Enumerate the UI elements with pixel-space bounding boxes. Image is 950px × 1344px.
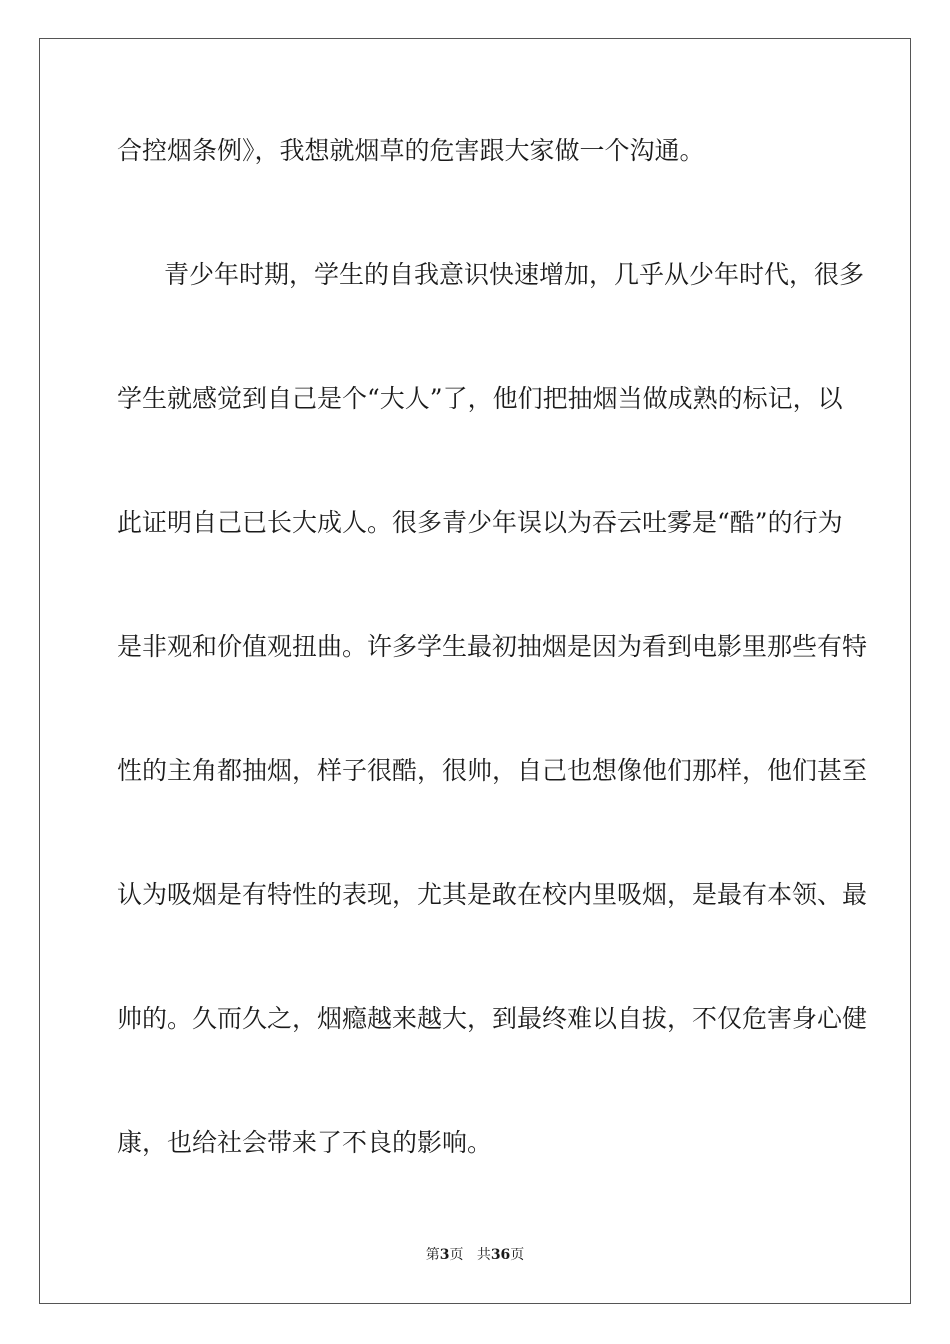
footer-total-prefix: 共 <box>476 1247 491 1263</box>
text-line-2: 青少年时期，学生的自我意识快速增加，几乎从少年时代，很多 <box>164 260 865 289</box>
text-line-5: 是非观和价值观扭曲。许多学生最初抽烟是因为看到电影里那些有特 <box>117 632 868 661</box>
footer-page-suffix: 页 <box>449 1247 464 1263</box>
text-line-1: 合控烟条例》，我想就烟草的危害跟大家做一个沟通。 <box>117 136 705 165</box>
page-border <box>39 38 911 1304</box>
footer-page-prefix: 第 <box>425 1247 440 1263</box>
text-line-6: 性的主角都抽烟，样子很酷，很帅，自己也想像他们那样，他们甚至 <box>117 756 868 785</box>
footer-page-number: 3 <box>439 1247 450 1263</box>
text-line-8: 帅的。久而久之，烟瘾越来越大，到最终难以自拔，不仅危害身心健 <box>117 1004 868 1033</box>
footer-total-pages: 36 <box>490 1247 511 1263</box>
footer-total-suffix: 页 <box>510 1247 525 1263</box>
text-line-3: 学生就感觉到自己是个“大人”了，他们把抽烟当做成熟的标记，以 <box>117 384 843 413</box>
text-line-4: 此证明自己已长大成人。很多青少年误以为吞云吐雾是“酷”的行为 <box>117 508 843 537</box>
text-line-7: 认为吸烟是有特性的表现，尤其是敢在校内里吸烟，是最有本领、最 <box>117 880 868 909</box>
text-line-9: 康，也给社会带来了不良的影响。 <box>117 1128 493 1157</box>
page-footer <box>0 1246 950 1264</box>
